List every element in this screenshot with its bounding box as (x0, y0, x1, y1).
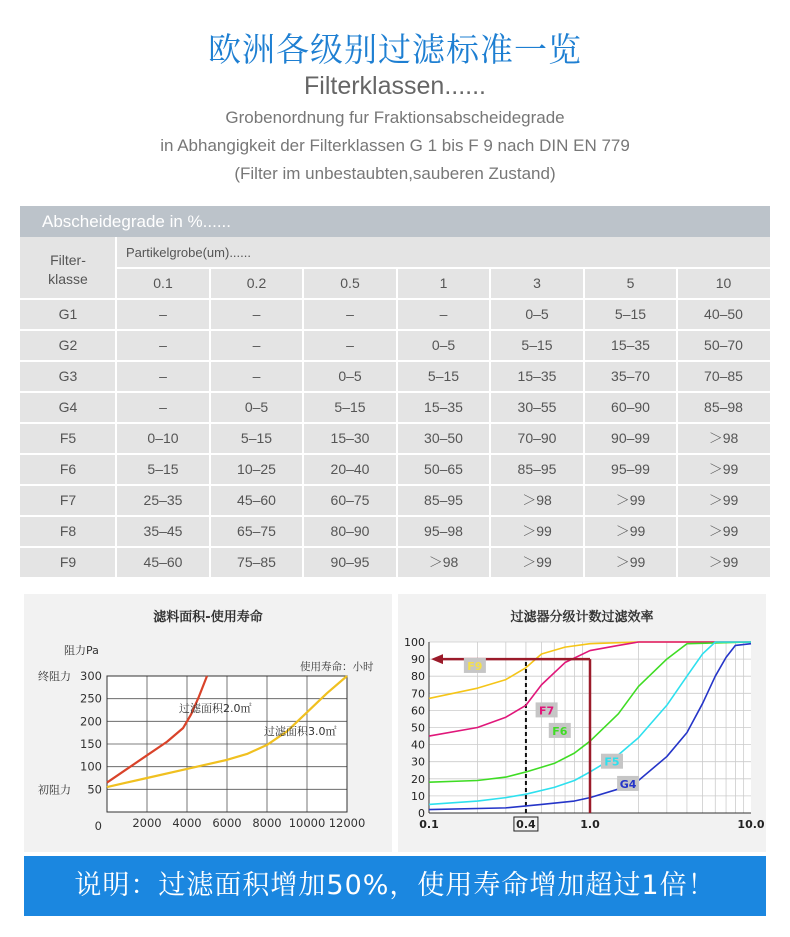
particle-size-group-label: Partikelgrobe(um)...... (126, 245, 251, 260)
table-cell: ＞99 (522, 523, 552, 539)
row-label: G4 (58, 399, 78, 415)
y-tick-label: 250 (80, 691, 102, 706)
table-cell: – (159, 337, 167, 353)
table-cell: 0–5 (244, 399, 269, 415)
table-cell: 5–15 (427, 368, 460, 384)
table-cell: 25–35 (143, 492, 183, 508)
series-label: G4 (619, 777, 637, 791)
column-header: 0.1 (153, 275, 173, 291)
column-header: 0.5 (340, 275, 360, 291)
grid-line-v (209, 268, 211, 578)
y-tick-label: 40 (411, 738, 425, 752)
table-cell: ＞99 (708, 492, 739, 508)
x-tick-label: 0.4 (516, 818, 536, 831)
table-cell: 30–50 (424, 430, 463, 446)
x-tick-label: 0.1 (419, 818, 439, 831)
table-cell: ＞99 (522, 554, 552, 570)
table-cell: – (439, 306, 448, 322)
series-label: 过滤面积2.0㎡ (179, 702, 252, 715)
summary-banner: 说明：过滤面积增加50%，使用寿命增加超过1倍！ (24, 856, 766, 916)
table-cell: 35–45 (143, 523, 183, 539)
x-tick-label: 4000 (172, 816, 202, 830)
grid-line-v (583, 268, 585, 578)
column-header: 10 (715, 275, 732, 291)
y-tick-label: 10 (411, 789, 425, 803)
table-cell: 85–95 (424, 492, 463, 508)
y-tick-label: 80 (411, 670, 425, 684)
area-lifetime-chart-panel (24, 594, 392, 852)
y-tick-label: 20 (411, 772, 425, 786)
table-cell: 15–35 (517, 368, 557, 384)
table-cell: 45–60 (237, 492, 276, 508)
table-cell: 60–90 (611, 399, 650, 415)
table-cell: – (159, 368, 167, 384)
x-tick-label: 10.0 (737, 818, 765, 831)
grid-line-v (396, 268, 398, 578)
x-tick-label: 1.0 (580, 818, 600, 831)
x-tick-label: 8000 (252, 816, 282, 830)
table-cell: 0–5 (338, 368, 362, 384)
column-header: 3 (533, 275, 541, 291)
grid-line-v (302, 268, 304, 578)
table-cell: ＞98 (708, 430, 739, 446)
page-title: 欧洲各级别过滤标准一览 (208, 30, 582, 69)
grid-line-h (20, 391, 770, 393)
row-label: F9 (59, 554, 77, 570)
row-label: F8 (59, 523, 77, 539)
table-cell: 0–10 (147, 430, 179, 446)
table-cell: – (252, 306, 261, 322)
description-line-3: (Filter im unbestaubten,sauberen Zustand) (234, 164, 556, 183)
table-cell: 75–85 (237, 554, 276, 570)
table-cell: – (252, 337, 261, 353)
chart-title: 滤料面积-使用寿命 (153, 610, 263, 625)
table-cell: 40–50 (704, 306, 743, 322)
y-tick-label: 200 (80, 714, 102, 729)
table-cell: 5–15 (334, 399, 366, 415)
table-cell: ＞99 (615, 554, 646, 570)
table-cell: 15–35 (611, 337, 650, 353)
grid-line-h (20, 577, 770, 579)
x-tick-label: 6000 (212, 816, 242, 830)
x-tick-label: 12000 (328, 816, 366, 830)
chart-title: 过滤器分级计数过滤效率 (510, 610, 654, 625)
column-header: 5 (626, 275, 635, 291)
table-cell: – (159, 306, 167, 322)
table-cell: ＞99 (615, 492, 646, 508)
table-cell: – (346, 337, 354, 353)
y-tick-annotation: 终阻力 (38, 670, 71, 683)
series-label: 过滤面积3.0㎡ (264, 725, 337, 738)
table-cell: 80–90 (330, 523, 370, 539)
table-cell: 15–35 (424, 399, 463, 415)
table-cell: 95–98 (424, 523, 463, 539)
table-cell: 30–55 (517, 399, 557, 415)
grid-line-h (20, 546, 770, 548)
y-tick-annotation: 初阻力 (38, 783, 71, 797)
series-label: F6 (552, 724, 568, 738)
y-tick-label: 90 (411, 653, 425, 667)
table-cell: 50–65 (424, 461, 463, 477)
row-label: F6 (59, 461, 77, 477)
table-cell: 5–15 (147, 461, 179, 477)
table-cell: ＞99 (708, 554, 739, 570)
y-tick-label: 70 (411, 687, 425, 701)
filter-class-table (20, 206, 770, 578)
y-axis-label: 阻力Pa (64, 644, 99, 657)
grid-line-v (489, 268, 491, 578)
y-tick-label: 0 (418, 807, 425, 820)
table-cell: 45–60 (143, 554, 183, 570)
table-cell: 15–30 (330, 430, 370, 446)
y-tick-label: 30 (411, 755, 425, 769)
table-cell: 85–95 (517, 461, 557, 477)
table-cell: 5–15 (521, 337, 553, 353)
table-cell: 0–5 (431, 337, 456, 353)
grid-line-h (20, 360, 770, 362)
page-subtitle: Filterklassen...... (304, 72, 486, 100)
column-header: 1 (439, 275, 448, 291)
grid-line-v (115, 237, 117, 578)
table-cell: 5–15 (240, 430, 273, 446)
y-tick-label: 60 (411, 704, 425, 718)
table-cell: 90–99 (611, 430, 650, 446)
table-cell: 90–95 (330, 554, 370, 570)
table-cell: – (346, 306, 354, 322)
table-cell: – (159, 399, 167, 415)
table-cell: 70–85 (704, 368, 743, 384)
row-label: F7 (59, 492, 77, 508)
table-cell: 0–5 (525, 306, 549, 322)
y-tick-label: 100 (80, 759, 102, 774)
row-header-label: Filter- klasse (48, 252, 88, 287)
x-tick-label: 2000 (132, 816, 162, 830)
row-label: F5 (59, 430, 77, 446)
efficiency-chart (398, 594, 766, 852)
table-title: Abscheidegrade in %...... (20, 206, 770, 237)
grid-line-h (20, 298, 770, 300)
table-cell: 35–70 (611, 368, 650, 384)
efficiency-chart-panel (398, 594, 766, 852)
table-cell: 20–40 (330, 461, 370, 477)
y-tick-label: 50 (411, 721, 425, 735)
y-tick-label: 100 (404, 636, 425, 649)
y-tick-label: 0 (94, 819, 102, 833)
table-cell: 70–90 (517, 430, 557, 446)
x-tick-label: 10000 (288, 816, 326, 830)
x-axis-label: 使用寿命：小时 (300, 661, 374, 673)
table-cell: 65–75 (237, 523, 276, 539)
column-header: 0.2 (246, 275, 267, 291)
series-label: F7 (539, 704, 555, 718)
table-cell: ＞98 (428, 554, 459, 570)
table-cell: 5–15 (614, 306, 647, 322)
table-cell: 50–70 (704, 337, 743, 353)
grid-line-h (20, 329, 770, 331)
table-cell: 85–98 (704, 399, 743, 415)
table-cell: ＞99 (615, 523, 646, 539)
grid-line-h (20, 453, 770, 455)
description-line-1: Grobenordnung fur Fraktionsabscheidegrade (225, 108, 565, 127)
table-cell: ＞99 (708, 523, 739, 539)
y-tick-label: 300 (80, 669, 102, 683)
table-cell: 60–75 (330, 492, 370, 508)
table-cell: ＞99 (708, 461, 739, 477)
description-line-2: in Abhangigkeit der Filterklassen G 1 bis F 9 nach DIN EN 779 (160, 136, 630, 155)
series-label: F9 (467, 659, 483, 673)
row-label: G1 (58, 306, 78, 322)
grid-line-h (20, 422, 770, 424)
series-label: F5 (604, 755, 620, 769)
table-cell: 95–99 (611, 461, 650, 477)
y-tick-label: 150 (80, 737, 102, 751)
row-label: G2 (58, 337, 78, 353)
table-cell: – (252, 368, 261, 384)
y-tick-label: 50 (87, 782, 102, 797)
row-label: G3 (58, 368, 78, 384)
area-lifetime-chart (24, 594, 392, 852)
grid-line-h (116, 267, 770, 269)
table-cell: ＞98 (522, 492, 552, 508)
grid-line-h (20, 484, 770, 486)
table-cell: 10–25 (237, 461, 276, 477)
grid-line-h (20, 515, 770, 517)
grid-line-v (676, 268, 678, 578)
